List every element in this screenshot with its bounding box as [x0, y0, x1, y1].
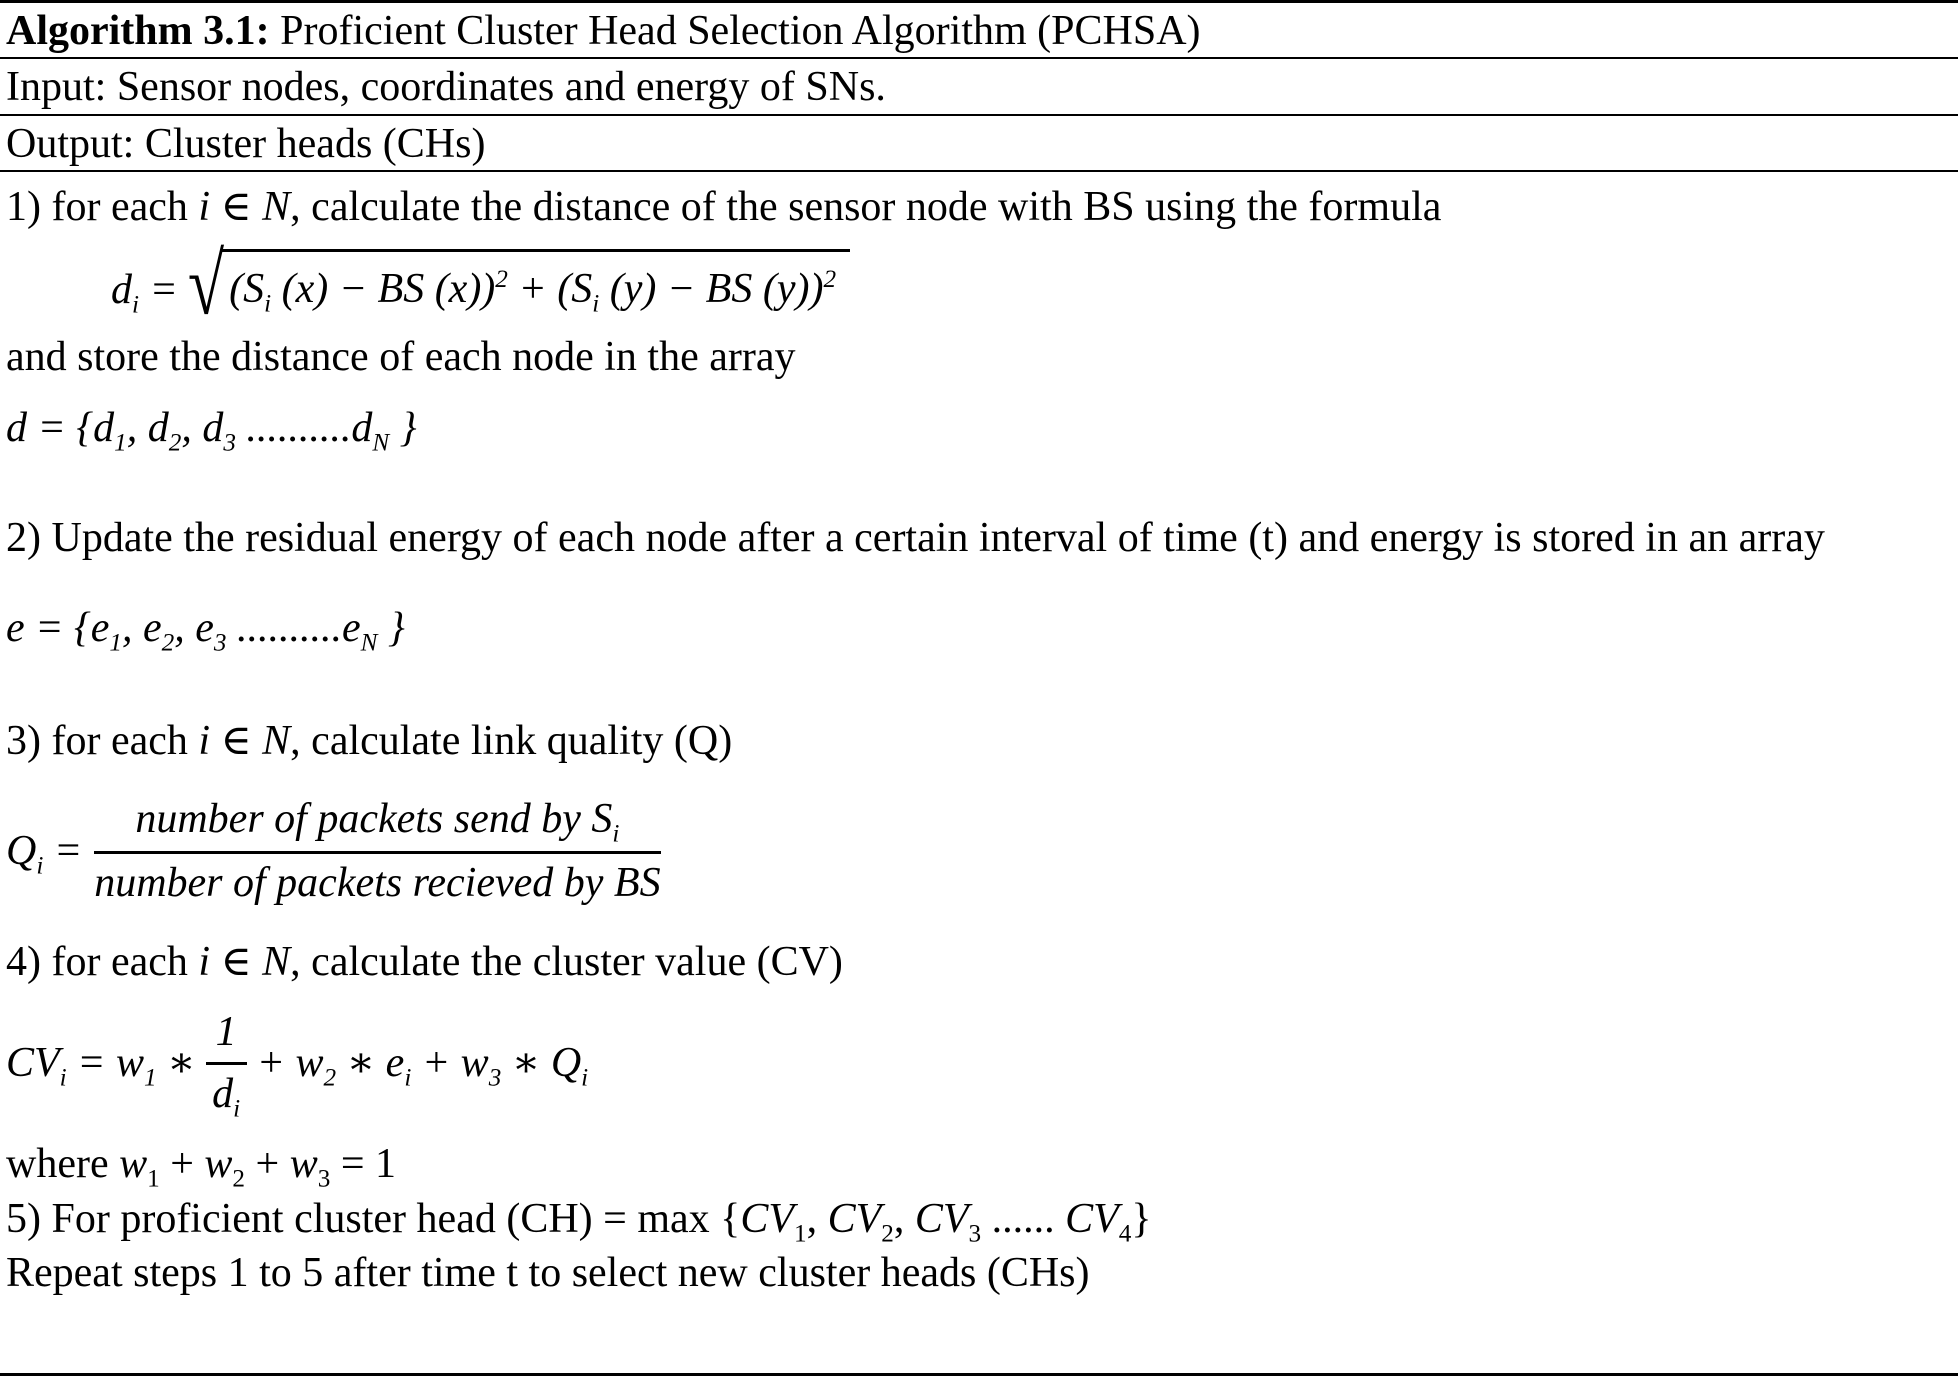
- cluster-value-lhs: $CV_i = w_1$ ∗: [6, 1039, 196, 1092]
- fraction-denominator: $d_i$: [212, 1070, 241, 1123]
- algorithm-label: Algorithm 3.1:: [6, 8, 270, 54]
- distance-formula-lhs: $d_i$ =: [111, 266, 178, 319]
- square-root: [187, 236, 850, 333]
- fraction-numerator: number of packets send by $S_i$: [94, 792, 660, 854]
- output-line: Output: Cluster heads (CHs): [6, 120, 486, 167]
- step-5-text: 5) For proficient cluster head $(CH) = \max \{CV_1$, $CV_2$, $CV_3$ ...... $CV_4$}: [6, 1195, 1152, 1248]
- step-4-text: 4) for each i ∈ N, calculate the cluster value (CV): [6, 938, 843, 985]
- bottom-rule: [0, 1373, 1958, 1376]
- cluster-value-fraction: [206, 1005, 247, 1121]
- weights-constraint-text: where $w_1 + w_2 + w_3 = 1$: [6, 1141, 396, 1193]
- link-quality-fraction: [94, 792, 660, 910]
- link-quality-formula: [6, 792, 1952, 910]
- step-3-text: 3) for each i ∈ N, calculate link quality (Q): [6, 717, 733, 764]
- radical-sign-icon: √: [187, 236, 225, 333]
- distance-formula-radicand: ($S_i$ (x) − BS $(x))^2 + (S_i$ (y) − BS (y))$^2$: [221, 249, 850, 319]
- output-divider: [0, 170, 1958, 172]
- algorithm-header: [0, 3, 1958, 57]
- link-quality-lhs: $Q_i$ =: [6, 828, 83, 880]
- algorithm-body: [0, 180, 1958, 1301]
- cluster-value-rhs: + $w_2$ ∗ $e_i + w_3$ ∗ $Q_i$: [256, 1039, 589, 1092]
- cluster-value-formula: [6, 1005, 1952, 1121]
- repeat-text: Repeat steps 1 to 5 after time t to select new cluster heads (CHs): [6, 1250, 1090, 1297]
- distance-formula: [111, 236, 1952, 333]
- energy-array-formula: $e = \{e_1$, $e_2$, $e_3$ $..........e_N$ }: [6, 605, 405, 657]
- fraction-numerator: 1: [206, 1005, 247, 1065]
- step-1-text: 1) for each i ∈ N, calculate the distance of the sensor node with BS using the formula: [6, 184, 1442, 231]
- step-2-text: 2) Update the residual energy of each node after a certain interval of time (t) and energy is stored in an array: [6, 514, 1825, 561]
- input-line: Input: Sensor nodes, coordinates and energy of SNs.: [6, 64, 886, 111]
- distance-array-formula: $d = \{d_1$, $d_2$, $d_3$ $..........d_N$ }: [6, 404, 417, 457]
- fraction-denominator: number of packets recieved by BS: [94, 859, 661, 906]
- algorithm-title: Proficient Cluster Head Selection Algorithm (PCHSA): [269, 8, 1201, 54]
- store-distance-text: and store the distance of each node in the array: [6, 334, 796, 381]
